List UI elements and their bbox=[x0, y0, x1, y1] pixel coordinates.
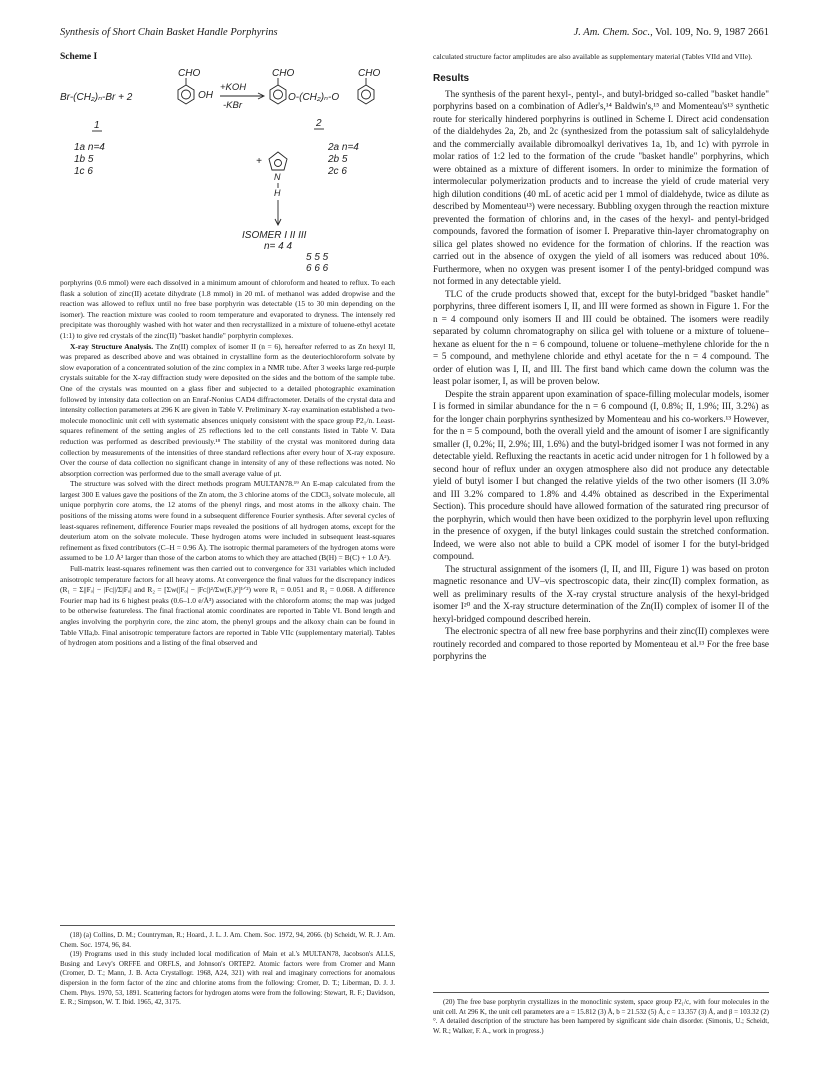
pyrrole-ring bbox=[269, 152, 287, 188]
paragraph-zinc-complex: porphyrins (0.6 mmol) were each dissolved in a minimum amount of chloroform and heated to reflux. To each flask a solution of zinc(II) acetate dihydrate (1.8 mmol) in 20 mL of methanol was added dropwise and the reaction was allowed to reflux until no free base porphyrin was detectable (15 to 30 min depending on the isomer). The reaction mixture was cooled to room temperature and evaporated to dryness. The intensely red precipitate was thoroughly washed with hot water and then recrystallized in a mixture of toluene-ethyl acetate (1:1) to give red crystals of the zinc(II) "basket handle" porphyrin complexes. bbox=[60, 278, 395, 340]
series2-b: 2b 5 bbox=[328, 154, 348, 165]
paragraph-strain: Despite the strain apparent upon examination of space-filling molecular models, isomer I is formed in similar abundance for the n = 6 compound (I, 0.8%; II, 1.9%; III, 3.2%) as for the longer chain porphyrins synthesized by Momenteau and his co-workers.¹³ However, for the n = 5 compound, both the overall yield and the amount of isomer I are significantly smaller (I, 0.2%; II, 2.9%; III, 1.6%) and the butyl-bridged isomer I was not formed in any detectable yield. Refluxing the reactants in acetic acid under nitrogen for 1 h followed by a second hour of reflux under an oxygen atmosphere also did not produce any detectable yield of butyl isomer I but changed the relative yields of the two other isomers (II 3.0% and III 3.2% compared to 1.8% and 4.4% obtained as described in the Experimental Section). This procedure should have allowed formation of the saturated ring precursor of the porphyrin, which would then have been oxidized to the porphyrin level upon refluxing in the presence of oxygen, if the butyl linkages could sustain the stretched conformation. Indeed, we were also not able to build a CPK model of isomer I for the butyl-bridged compound. bbox=[433, 388, 769, 562]
paragraph-assignment: The structural assignment of the isomers (I, II, and III, Figure 1) was based on proton magnetic resonance and UV–vis spectroscopic data, their zinc(II) complex formation, as well as preliminary results of the X-ray crystal structure analysis of the hexyl-bridged isomer I²⁰ and the X-ray structure determination of the Zn(II) complex of isomer II of the hexyl-bridged compound described herein. bbox=[433, 563, 769, 624]
paragraph-refinement: Full-matrix least-squares refinement was then carried out to convergence for 331 variables which included anisotropic temperature factors for all heavy atoms. At convergence the final values for the discrepancy indices (R₁ = Σ||Fₒ| − |Fᴄ||/Σ|Fₒ| and R₂ = [Σw(|Fₒ| − |Fᴄ|)²/Σw(Fₒ)²]¹ᐟ²) were R₁ = 0.051 and R₂ = 0.068. A difference Fourier map had its 6 highest peaks (0.6–1.0 e/Å³) associated with the chloroform atoms; the map was judged to be otherwise featureless. The final fractional atomic coordinates are reported in Table VI. Bond length and angles involving the porphyrin core, the zinc atom, the phenyl groups and the alkoxy chain can be found in Table VIIa,b. Final anisotropic temperature factors are reported in Table VIIc (supplementary material). Tables of hydrogen atom positions and a listing of the final observed and bbox=[60, 564, 395, 648]
hydroxyl-label: OH bbox=[198, 90, 213, 101]
results-heading: Results bbox=[433, 72, 470, 84]
footnote-18: (18) (a) Collins, D. M.; Countryman, R.; Hoard., J. L. J. Am. Chem. Soc. 1972, 94, 2066. (b) Scheidt, W. R. J. Am. Chem. Soc. 1974, 96, 84. bbox=[60, 931, 395, 949]
xray-heading: X-ray Structure Analysis. bbox=[70, 341, 154, 351]
results-text bbox=[433, 88, 769, 663]
pyrrole-plus: + bbox=[256, 156, 262, 167]
xray-body: The Zn(II) complex of isomer II (n = 6), hereafter referred to as Zn hexyl II, was prepared as described above and was obtained in crystalline form as the deuteriochloroform solvate by slow evaporation of a concentrated solution of the zinc complex in a NMR tube. After 3 weeks large red-purple crystals suitable for the X-ray diffraction study were deposited on the sides and the bottom of the sample tube. One of the crystals was mounted on a glass fiber and subjected to a detailed photographic examination followed by intensity data collection on an Enraf-Nonius CAD4 diffractometer. Details of the crystal data and intensity collection parameters at 296 K are given in Table V. Preliminary X-ray examination established a two-molecule monoclinic unit cell with systematic absences uniquely consistent with the space group P2₁/n. Least-squares refinement of the setting angles of 25 reflections led to the cell constants listed in Table V. Data reduction was performed as described previously.¹⁸ The stability of the crystal was monitored during data collection by measurements of the intensities of three standard reflections after every hour of X-ray exposure. Over the course of data collection no significant change in intensity of any of these reflections was noted. No absorption correction was performed due to the small average value of μt. bbox=[60, 341, 396, 478]
isomer-row: ISOMER I II III bbox=[242, 230, 307, 241]
cho-label-2: CHO bbox=[272, 68, 295, 79]
journal-name: J. Am. Chem. Soc., bbox=[573, 27, 653, 38]
pyrrole-nitrogen: N bbox=[274, 172, 281, 182]
paragraph-electronic: The electronic spectra of all new free base porphyrins and their zinc(II) complexes were routinely recorded and compared to those reported by Momenteau et al.¹³ For the free base porphyrins the bbox=[433, 626, 769, 662]
reaction-arrow bbox=[220, 93, 264, 99]
benzene-ring-1 bbox=[178, 78, 194, 104]
right-column bbox=[433, 52, 769, 663]
reaction-scheme bbox=[60, 66, 395, 278]
reagent-kbr: -KBr bbox=[223, 100, 242, 111]
isomer-row-5: 5 5 5 bbox=[306, 252, 329, 263]
series1-a: 1a n=4 bbox=[74, 142, 105, 153]
isomer-n-row: n= 4 4 bbox=[264, 241, 293, 252]
benzene-ring-3 bbox=[358, 78, 374, 104]
right-footnotes bbox=[433, 998, 769, 1036]
footnote-rule-left bbox=[60, 925, 395, 926]
series1-c: 1c 6 bbox=[74, 166, 93, 177]
paragraph-tlc: TLC of the crude products showed that, except for the butyl-bridged "basket handle" porphyrins, three different isomers I, II, and III were formed as shown in Figure 1. For the n = 4 compound only isomers II and III could be obtained. The isomers were readily separated by column chromatography on silica gel with toluene or a mixture of toluene–hexane as eluent for the n = 6 compound, toluene or toluene–methylene chloride for the n = 5 compound, and methylene chloride and ethyl acetate for the n = 4 compound. The order of elution was I, II, and III. The first band which came down the column was the least polar isomer, I, as will be proven below. bbox=[433, 288, 769, 387]
paragraph-supplementary: calculated structure factor amplitudes are also available as supplementary material (Tables VIId and VIIe). bbox=[433, 52, 753, 61]
benzene-ring-2 bbox=[270, 78, 286, 104]
scheme-drawing bbox=[60, 66, 395, 271]
compound-number-2: 2 bbox=[316, 118, 322, 129]
isomer-row-6: 6 6 6 bbox=[306, 263, 329, 271]
paragraph-structure-solution: The structure was solved with the direct methods program MULTAN78.¹⁹ An E-map calculated from the largest 300 E values gave the positions of the Zn atom, the 3 chlorine atoms of the CDCl₃ solvate molecule, all unique porphyrin core atoms, the 12 atoms of the phenyl rings, and most atoms in the alkoxy chain. The positions of the missing atoms were found in a subsequent difference Fourier synthesis. After several cycles of least-squares refinement, difference Fourier maps revealed the positions of all hydrogen atoms, except for the deuterium atom on the solvate molecule. These hydrogen atoms were included in subsequent least-squares refinement as fixed contributors (C–H = 0.96 Å). The isotropic thermal parameters of the hydrogen atoms were assumed to be 1.0 Å² larger than those of the carbon atoms to which they are attached (B(H) = B(C) + 1.0 Å²). bbox=[60, 479, 395, 563]
paragraph-synthesis: The synthesis of the parent hexyl-, pentyl-, and butyl-bridged so-called "basket handle" porphyrins based on a combination of Adler's,¹⁴ Baldwin's,¹⁵ and Momenteau's¹³ synthetic route for sterically hindered porphyrins is outlined in Scheme I. Direct acid condensation of the dialdehydes 2a, 2b, and 2c (synthesized from the potassium salt of salicylaldehyde and the commercially available dibromoalkyl derivatives 1a, 1b, and 1c) with pyrrole in molar ratios of 1:2 led to the formation of the crude "basket handle" porphyrins, which were obtained as a mixture of different isomers. In order to minimize the formation of intermolecular polymerization products and to increase the yield of crude material very high dilution conditions (40 mL of acetic acid per 1 mmol of dialdehyde, twice as dilute as described by Momenteau¹³) were necessary. Bubbling oxygen through the reaction mixture prevented the formation of chlorins and, in the cases of the hexyl- and pentyl-bridged compounds, favored the formation of isomer I. Preparative thin-layer chromatography on silica gel plates showed no evidence for the formation of chlorins. If the reaction was carried out in the absence of oxygen the yield of all isomers was reduced about 10%. Furthermore, when no oxygen was present isomer I of the pentyl-bridged compund was not formed in any detectable yield. bbox=[433, 88, 769, 287]
down-arrow bbox=[275, 200, 281, 225]
left-column bbox=[60, 52, 395, 649]
volume-page: Vol. 109, No. 9, 1987 2661 bbox=[655, 27, 769, 38]
footnote-20: (20) The free base porphyrin crystallizes in the monoclinic system, space group P2₁/c, with four molecules in the unit cell. At 296 K, the unit cell parameters are a = 15.812 (3) Å, b = 21.532 (5) Å, c = 13.357 (3) Å, and β = 103.32 (2)°. A detailed description of the structure has been hampered by significant side chain disorder. (Simonis, U.; Scheidt, W. R.; Walker, F. A., work in progress.) bbox=[433, 998, 769, 1035]
supplementary-note bbox=[433, 52, 769, 63]
cho-label-1: CHO bbox=[178, 68, 201, 79]
product-chain: O-(CH₂)ₙ-O bbox=[288, 92, 340, 103]
experimental-text bbox=[60, 278, 395, 649]
pyrrole-hydrogen: H bbox=[274, 188, 281, 198]
running-header-title: Synthesis of Short Chain Basket Handle Porphyrins bbox=[60, 27, 278, 38]
paragraph-xray bbox=[60, 342, 395, 480]
scheme-label: Scheme I bbox=[60, 52, 98, 62]
cho-label-3: CHO bbox=[358, 68, 381, 79]
footnote-19: (19) Programs used in this study included local modification of Main et al.'s MULTAN78, Jacobson's ALLS, Busing and Levy's ORFFE and ORFLS, and Johnson's ORTEP2. Atomic factors were from Cromer and Mann (Cromer, D. T.; Mann, J. B. Acta Crystallogr. 1968, A24, 321) with real and imaginary corrections for anomalous dispersion in the form factor of the zinc and chlorine atoms from the following: Cromer, D. T.; Liberman, D. J. J. Chem. Phys. 1970, 53, 1891. Scattering factors for hydrogen atoms were from the following: Stewart, R. F.; Davidson, E. R.; Simpson, W. T. Ibid. 1965, 42, 3175. bbox=[60, 950, 395, 1007]
reagent-koh: +KOH bbox=[220, 82, 247, 93]
running-header-citation bbox=[574, 27, 769, 38]
series1-b: 1b 5 bbox=[74, 154, 94, 165]
dibromoalkane: Br-(CH₂)ₙ-Br + 2 bbox=[60, 92, 133, 103]
series2-c: 2c 6 bbox=[328, 166, 347, 177]
footnote-rule-right bbox=[433, 992, 769, 993]
compound-number-1: 1 bbox=[94, 120, 100, 131]
left-footnotes bbox=[60, 931, 395, 1008]
series2-a: 2a n=4 bbox=[328, 142, 359, 153]
